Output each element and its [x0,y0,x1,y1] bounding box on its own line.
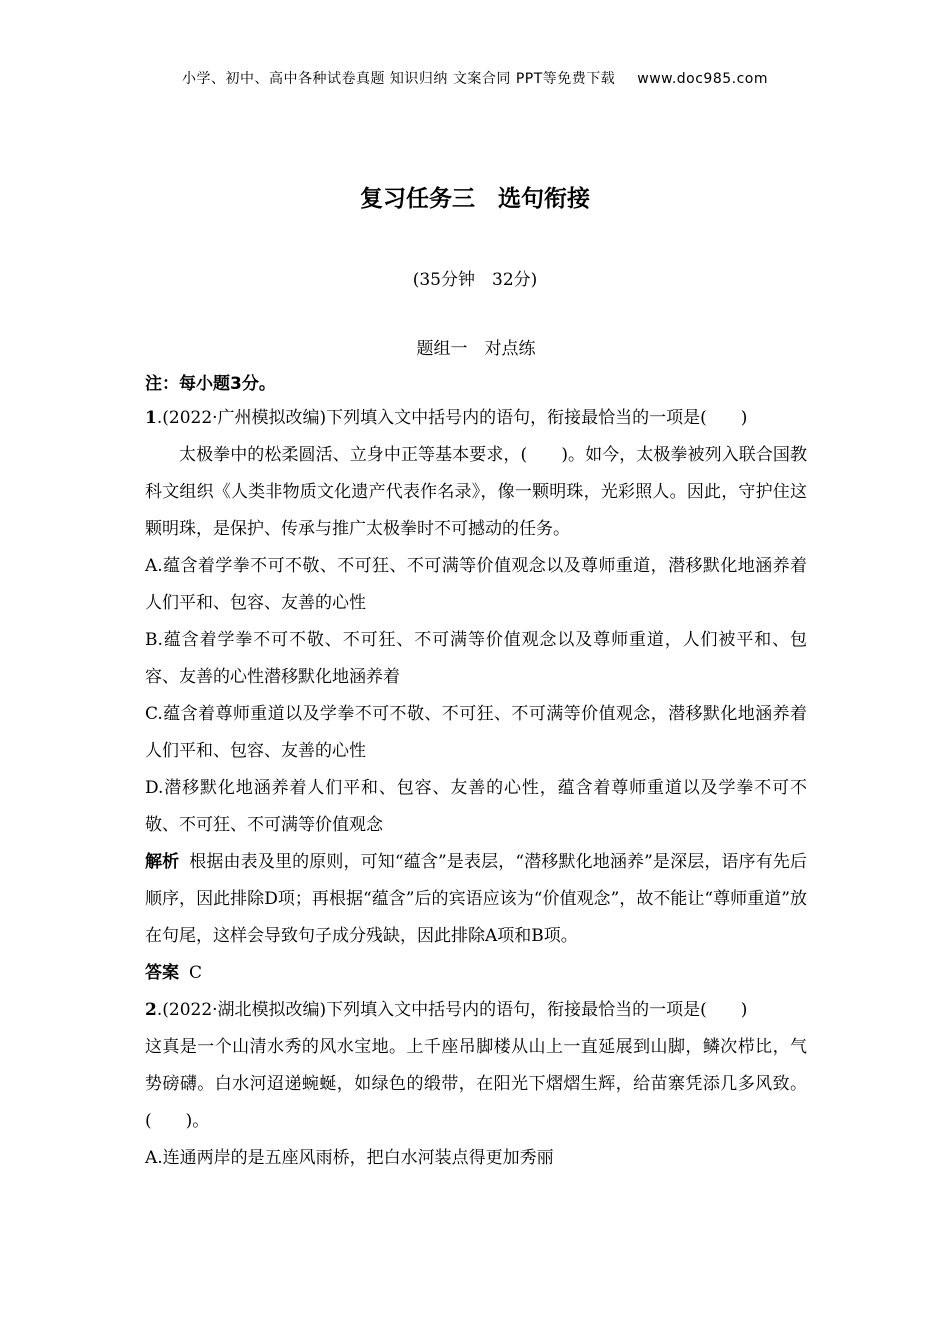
question-1-option-c: C.蕴含着尊师重道以及学拳不可不敬、不可狂、不可满等价值观念，潜移默化地涵养着人们平和、包容、友善的心性 [145,704,807,761]
question-2-stem [145,992,807,1029]
question-1-number: 1 [145,408,157,428]
content [145,334,807,1177]
question-2-stem-text: .(2022·湖北模拟改编)下列填入文中括号内的语句，衔接最恰当的一项是( ) [156,1000,748,1020]
note: 注：每小题3分。 [145,374,276,394]
question-2-number: 2 [145,1000,157,1020]
answer-label: 答案 [145,963,179,983]
question-1-stem [145,400,807,437]
header-url[interactable]: www.doc985.com [637,71,769,87]
answer-value: C [189,963,203,983]
header-text: 小学、初中、高中各种试卷真题 知识归纳 文案合同 PPT等免费下载 [181,71,616,87]
page-header [0,68,950,88]
page-title: 复习任务三 选句衔接 [360,186,590,212]
question-1-option-a: A.蕴含着学拳不可不敬、不可狂、不可满等价值观念以及尊师重道，潜移默化地涵养着人们平和、包容、友善的心性 [145,556,807,613]
analysis-label: 解析 [145,852,180,872]
analysis-text: 根据由表及里的原则，可知“蕴含”是表层，“潜移默化地涵养”是深层，语序有先后顺序，因此排除D项；再根据“蕴含”后的宾语应该为“价值观念”，故不能让“尊师重道”放在句尾，这样会导致句子成分残缺，因此排除A项和B项。 [145,852,808,946]
question-1-stem-text: .(2022·广州模拟改编)下列填入文中括号内的语句，衔接最恰当的一项是( ) [156,408,748,428]
question-1-option-d: D.潜移默化地涵养着人们平和、包容、友善的心性，蕴含着尊师重道以及学拳不可不敬、不可狂、不可满等价值观念 [145,778,807,835]
question-1-option-b: B.蕴含着学拳不可不敬、不可狂、不可满等价值观念以及尊师重道，人们被平和、包容、友善的心性潜移默化地涵养着 [145,630,807,687]
group-heading: 题组一 对点练 [416,339,536,359]
question-1-answer [145,955,807,992]
question-2-passage: 这真是一个山清水秀的风水宝地。上千座吊脚楼从山上一直延展到山脚，鳞次栉比，气势磅礴。白水河迢递蜿蜒，如绿色的缎带，在阳光下熠熠生辉，给苗寨凭添几多风致。( )。 [145,1037,807,1131]
question-2-option-a: A.连通两岸的是五座风雨桥，把白水河装点得更加秀丽 [145,1148,554,1168]
question-1-analysis [145,844,807,955]
time-score: (35分钟 32分) [412,270,538,290]
question-1-passage: 太极拳中的松柔圆活、立身中正等基本要求，( )。如今，太极拳被列入联合国教科文组织《人类非物质文化遗产代表作名录》，像一颗明珠，光彩照人。因此，守护住这颗明珠，是保护、传承与推广太极拳时不可撼动的任务。 [145,445,807,539]
